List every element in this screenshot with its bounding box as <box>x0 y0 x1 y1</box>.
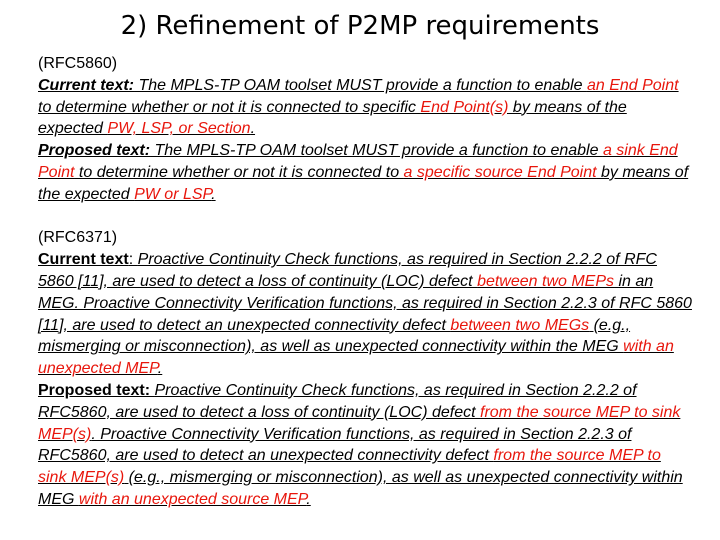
text-run: Proactive Continuity Check functions, as required in Section 2.2.2 of RFC5860, are used to detect a loss of continuity (LOC) defect <box>38 381 637 421</box>
text-run: . <box>250 120 256 138</box>
current-text-label: Current text: <box>38 76 135 94</box>
paragraph-spacer <box>38 206 692 228</box>
slide-body <box>38 53 692 511</box>
proposed-text-label: Proposed text: <box>38 142 151 160</box>
highlight-text: from the source MEP to sink MEP(s) <box>38 447 661 487</box>
text-run: . <box>211 185 216 203</box>
proposed-text-label: Proposed text: <box>38 381 155 399</box>
highlight-text: from the source MEP to sink MEP(s) <box>38 403 681 443</box>
text-run: Proactive Continuity Check functions, as required in Section 2.2.2 of RFC 5860 [11], are used to detect a loss of continuity (LOC) defect <box>38 251 657 290</box>
rfc6371-proposed-text <box>38 380 692 511</box>
highlight-text: with an unexpected source MEP <box>78 490 307 508</box>
rfc5860-proposed-text <box>38 140 692 205</box>
text-run: . <box>157 360 163 378</box>
text-run: by means of the expected <box>38 98 627 138</box>
slide-title: 2) Refinement of P2MP requirements <box>120 11 600 41</box>
highlight-text: a sink End Point <box>38 142 678 181</box>
highlight-text: PW, LSP, or Section <box>107 120 251 138</box>
text-run: in an MEG. Proactive Connectivity Verification functions, as required in Section 2.2.3 of RFC 5860 [11], are used to detect an unexpected connectivity defect <box>38 272 692 334</box>
text-run: to determine whether or not it is connected to <box>74 163 404 181</box>
rfc5860-current-text <box>38 75 692 140</box>
highlight-text: End Point(s) <box>420 98 509 116</box>
highlight-text: between two MEPs <box>477 272 615 290</box>
rfc5860-reference: (RFC5860) <box>38 55 118 72</box>
text-run: The MPLS-TP OAM toolset MUST provide a function to enable <box>150 142 603 160</box>
text-run: (e.g., mismerging or misconnection), as well as unexpected connectivity within the MEG <box>38 316 631 356</box>
highlight-text: an End Point <box>586 76 679 94</box>
text-run: (e.g., mismerging or misconnection), as well as unexpected connectivity within MEG <box>38 469 683 508</box>
text-run: . Proactive Connectivity Verification functions, as required in Section 2.2.3 of RFC5860, are used to detect an unexpected connectivity defect <box>38 425 632 465</box>
text-run: . <box>306 490 311 508</box>
rfc6371-reference: (RFC6371) <box>38 229 118 247</box>
highlight-text: with an unexpected MEP <box>38 338 674 378</box>
highlight-text: PW or LSP <box>134 185 212 203</box>
rfc6371-current-text <box>38 249 692 380</box>
text-run: to determine whether or not it is connected to specific <box>38 98 421 116</box>
text-run: : <box>128 251 138 269</box>
text-run: The MPLS-TP OAM toolset MUST provide a function to enable <box>134 76 587 94</box>
highlight-text: a specific source End Point <box>403 163 597 181</box>
highlight-text: between two MEGs <box>450 316 590 334</box>
current-text-label: Current text <box>38 251 129 269</box>
text-run: by means of the expected <box>38 163 689 203</box>
